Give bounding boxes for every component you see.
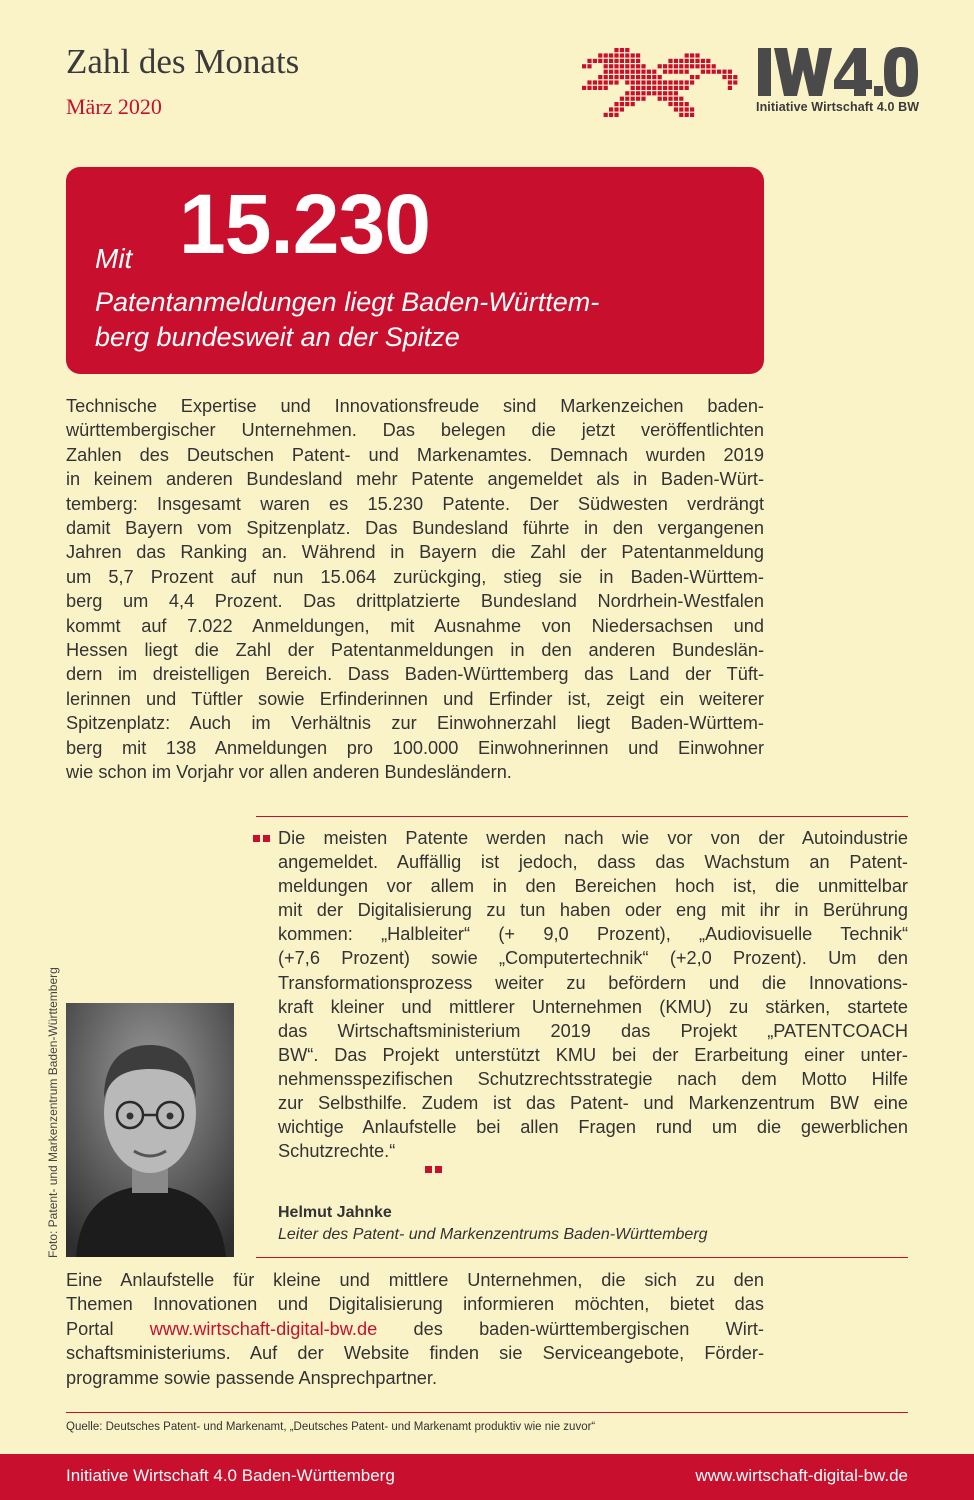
quote-line: Schutzrechte.“ [278, 1141, 396, 1162]
quote-line: meldungen vor allem in den Bereichen hoch ist, die unmittelbar [278, 876, 908, 897]
info-paragraph [66, 1268, 764, 1390]
quote-line: BW“. Das Projekt unterstützt KMU bei der Erarbeitung einer unter- [278, 1044, 908, 1065]
headline-line: Patentanmeldungen liegt Baden-Württem- [95, 287, 600, 317]
headline-number: 15.230 [179, 177, 430, 271]
quote-line: nehmensspezifischen Schutzrechtsstrategie nach dem Motto Hilfe [278, 1068, 908, 1089]
quote-line: wichtige Anlaufstelle bei allen Fragen rund um die gewerblichen [278, 1117, 908, 1138]
body-line: württembergischer Unternehmen. Das belegen die jetzt veröffentlichten [66, 420, 764, 441]
body-line: schaftsministeriums. Auf der Website finden sie Serviceangebote, Förder- [66, 1343, 764, 1364]
headline-line: berg bundesweit an der Spitze [95, 322, 460, 352]
lion-pixel-icon [582, 48, 737, 117]
iw40-logo [578, 40, 918, 140]
quote-line: Die meisten Patente werden nach wie vor von der Autoindustrie [278, 828, 908, 848]
body-line [66, 1317, 764, 1341]
body-line: wie schon im Vorjahr vor allen anderen Bundesländern. [66, 762, 512, 783]
divider [66, 1412, 908, 1413]
headline-subtitle [95, 285, 599, 355]
body-line: dern im dreistelligen Bereich. Dass Baden-Württemberg das Land der Tüft- [66, 664, 764, 685]
body-line: Hessen liegt die Zahl der Patentanmeldungen in den anderen Bundeslän- [66, 640, 764, 661]
body-line: Themen Innovationen und Digitalisierung informieren möchten, bietet das [66, 1294, 764, 1315]
quote-author: Helmut Jahnke [278, 1204, 392, 1221]
quote-line: (+7,6 Prozent) sowie „Computertechnik“ (+2,0 Prozent). Um den [278, 948, 908, 969]
headline-prefix: Mit [95, 243, 133, 274]
quote-author-role: Leiter des Patent- und Markenzentrums Baden-Württemberg [278, 1226, 708, 1243]
quote-line: kraft kleiner und mittlerer Unternehmen (KMU) zu stärken, startete [278, 996, 908, 1017]
body-line: Jahren das Ranking an. Während in Bayern die Zahl der Patentanmeldung [66, 542, 764, 563]
body-line: programme sowie passende Ansprechpartner. [66, 1367, 438, 1388]
body-line: lerinnen und Tüftler sowie Erfinderinnen und Erfinder ist, zeigt ein weiterer [66, 688, 764, 709]
body-line: in keinem anderen Bundesland mehr Patente angemeldet als in Baden-Würt- [66, 469, 764, 490]
iw40-wordmark [758, 47, 918, 97]
quote-line: das Wirtschaftsministerium 2019 das Projekt „PATENTCOACH [278, 1020, 908, 1041]
headline-box [66, 167, 764, 374]
body-paragraph [66, 394, 764, 785]
body-line: Eine Anlaufstelle für kleine und mittlere Unternehmen, die sich zu den [66, 1270, 764, 1290]
body-line: berg um 4,4 Prozent. Das drittplatzierte Bundesland Nordrhein-Westfalen [66, 591, 764, 612]
quote-line: angemeldet. Auffällig ist jedoch, dass das Wachstum an Patent- [278, 852, 908, 873]
photo-credit: Foto: Patent- und Markenzentrum Baden-Württemberg [46, 967, 60, 1258]
divider [256, 816, 908, 817]
portrait-photo [66, 1003, 234, 1257]
quote-close-icon [425, 1160, 445, 1178]
body-line: kommt auf 7.022 Anmeldungen, mit Ausnahme von Niedersachsen und [66, 615, 764, 636]
quote-line: mit der Digitalisierung zu tun haben oder eng mit ihr in Berührung [278, 900, 908, 921]
quote-open-icon [253, 829, 273, 847]
quote-line: zur Selbsthilfe. Zudem ist das Patent- und Markenzentrum BW eine [278, 1093, 908, 1114]
footer-organization: Initiative Wirtschaft 4.0 Baden-Württemberg [66, 1466, 395, 1485]
quote-text [278, 826, 908, 1163]
source-note: Quelle: Deutsches Patent- und Markenamt, „Deutsches Patent- und Markenamt produktiv wie nie zuvor“ [66, 1421, 596, 1433]
body-line: um 5,7 Prozent auf nun 15.064 zurückging, stieg sie in Baden-Württem- [66, 566, 764, 587]
quote-line: kommen: „Halbleiter“ (+ 9,0 Prozent), „Audiovisuelle Technik“ [278, 924, 908, 945]
page-title: Zahl des Monats [66, 42, 300, 81]
quote-line: Transformationsprozess weiter zu befördern und die Innovations- [278, 972, 908, 993]
website-link[interactable]: www.wirtschaft-digital-bw.de [149, 1318, 378, 1339]
logo-caption: Initiative Wirtschaft 4.0 BW [756, 100, 920, 114]
body-text: des baden-württembergischen Wirt- [377, 1318, 764, 1339]
body-line: berg mit 138 Anmeldungen pro 100.000 Einwohnerinnen und Einwohner [66, 737, 764, 758]
body-line: damit Bayern vom Spitzenplatz. Das Bundesland führte in den vergangenen [66, 518, 764, 539]
body-text: Portal [66, 1318, 150, 1339]
body-line: Zahlen des Deutschen Patent- und Markenamtes. Demnach wurden 2019 [66, 444, 764, 465]
body-line: Technische Expertise und Innovationsfreude sind Markenzeichen baden- [66, 396, 764, 416]
footer-website-link[interactable]: www.wirtschaft-digital-bw.de [695, 1466, 908, 1485]
divider [256, 1257, 908, 1258]
issue-date: März 2020 [66, 94, 162, 119]
footer-bar [0, 1454, 974, 1500]
body-line: temberg: Insgesamt waren es 15.230 Patente. Der Südwesten verdrängt [66, 493, 764, 514]
body-line: Spitzenplatz: Auch im Verhältnis zur Einwohnerzahl liegt Baden-Württem- [66, 713, 764, 734]
